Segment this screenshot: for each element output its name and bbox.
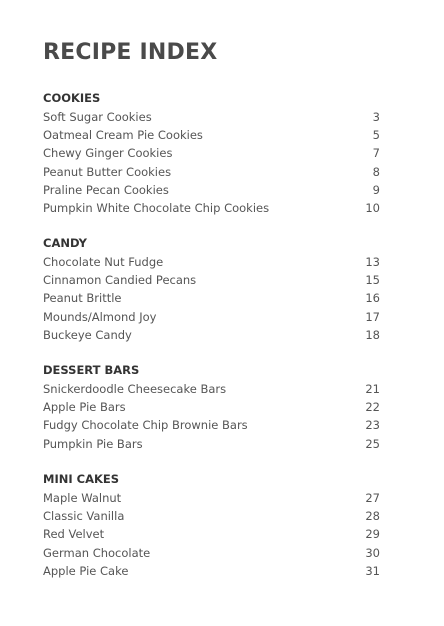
entry-name: Soft Sugar Cookies — [43, 110, 152, 124]
index-entry[interactable] — [43, 308, 380, 326]
index-entry[interactable] — [43, 199, 380, 217]
index-entry[interactable] — [43, 253, 380, 271]
page-title: RECIPE INDEX — [43, 40, 218, 65]
entry-name: Cinnamon Candied Pecans — [43, 273, 197, 288]
entry-page-number: 5 — [372, 128, 380, 143]
entry-page-number: 29 — [365, 527, 380, 542]
entry-page-number: 3 — [372, 110, 380, 124]
index-entry[interactable] — [43, 271, 380, 289]
entry-name: Peanut Brittle — [43, 291, 122, 306]
index-entry[interactable] — [43, 562, 380, 580]
entry-page-number: 23 — [365, 418, 380, 433]
entry-name: Pumpkin Pie Bars — [43, 436, 143, 451]
entry-page-number: 21 — [365, 382, 380, 396]
entry-name: Praline Pecan Cookies — [43, 182, 169, 197]
entry-page-number: 28 — [365, 509, 380, 524]
index-entry[interactable] — [43, 380, 380, 398]
section-dessert-bars — [43, 361, 380, 453]
entry-page-number: 18 — [365, 327, 380, 342]
entry-page-number: 27 — [365, 491, 380, 505]
section-heading: MINI CAKES — [43, 472, 120, 486]
entry-page-number: 30 — [365, 545, 380, 560]
index-entry[interactable] — [43, 544, 380, 562]
entry-page-number: 22 — [365, 400, 380, 415]
entry-name: Pumpkin White Chocolate Chip Cookies — [43, 200, 270, 215]
index-entry[interactable] — [43, 126, 380, 144]
entry-name: Peanut Butter Cookies — [43, 164, 172, 179]
section-heading: DESSERT BARS — [43, 363, 140, 377]
entry-name: Buckeye Candy — [43, 327, 132, 342]
entry-name: Chewy Ginger Cookies — [43, 146, 173, 161]
entry-page-number: 16 — [365, 291, 380, 306]
entry-name: Apple Pie Bars — [43, 400, 126, 415]
index-entry[interactable] — [43, 289, 380, 307]
entry-name: Oatmeal Cream Pie Cookies — [43, 128, 203, 143]
section-mini-cakes — [43, 470, 380, 580]
section-heading: CANDY — [43, 236, 88, 250]
index-entry[interactable] — [43, 435, 380, 453]
index-entry[interactable] — [43, 507, 380, 525]
entry-page-number: 31 — [365, 563, 380, 578]
entry-page-number: 25 — [365, 436, 380, 451]
entry-page-number: 13 — [365, 255, 380, 269]
entry-name: Chocolate Nut Fudge — [43, 255, 164, 269]
index-entry[interactable] — [43, 108, 380, 126]
entry-page-number: 10 — [365, 200, 380, 215]
entry-name: German Chocolate — [43, 545, 151, 560]
entry-name: Apple Pie Cake — [43, 563, 129, 578]
entry-name: Classic Vanilla — [43, 509, 125, 524]
entry-name: Red Velvet — [43, 527, 105, 542]
index-entry[interactable] — [43, 489, 380, 507]
index-entry[interactable] — [43, 144, 380, 162]
section-heading: COOKIES — [43, 91, 101, 105]
index-entry[interactable] — [43, 416, 380, 434]
entry-page-number: 7 — [372, 146, 380, 161]
index-entry[interactable] — [43, 525, 380, 543]
index-entry[interactable] — [43, 181, 380, 199]
index-entry[interactable] — [43, 398, 380, 416]
entry-name: Maple Walnut — [43, 491, 122, 505]
index-entry[interactable] — [43, 326, 380, 344]
section-cookies — [43, 89, 380, 217]
entry-page-number: 15 — [365, 273, 380, 288]
entry-name: Fudgy Chocolate Chip Brownie Bars — [43, 418, 248, 433]
index-entry[interactable] — [43, 163, 380, 181]
entry-page-number: 8 — [372, 164, 380, 179]
section-candy — [43, 234, 380, 344]
entry-page-number: 9 — [372, 182, 380, 197]
entry-page-number: 17 — [365, 309, 380, 324]
entry-name: Mounds/Almond Joy — [43, 309, 157, 324]
entry-name: Snickerdoodle Cheesecake Bars — [43, 382, 227, 396]
